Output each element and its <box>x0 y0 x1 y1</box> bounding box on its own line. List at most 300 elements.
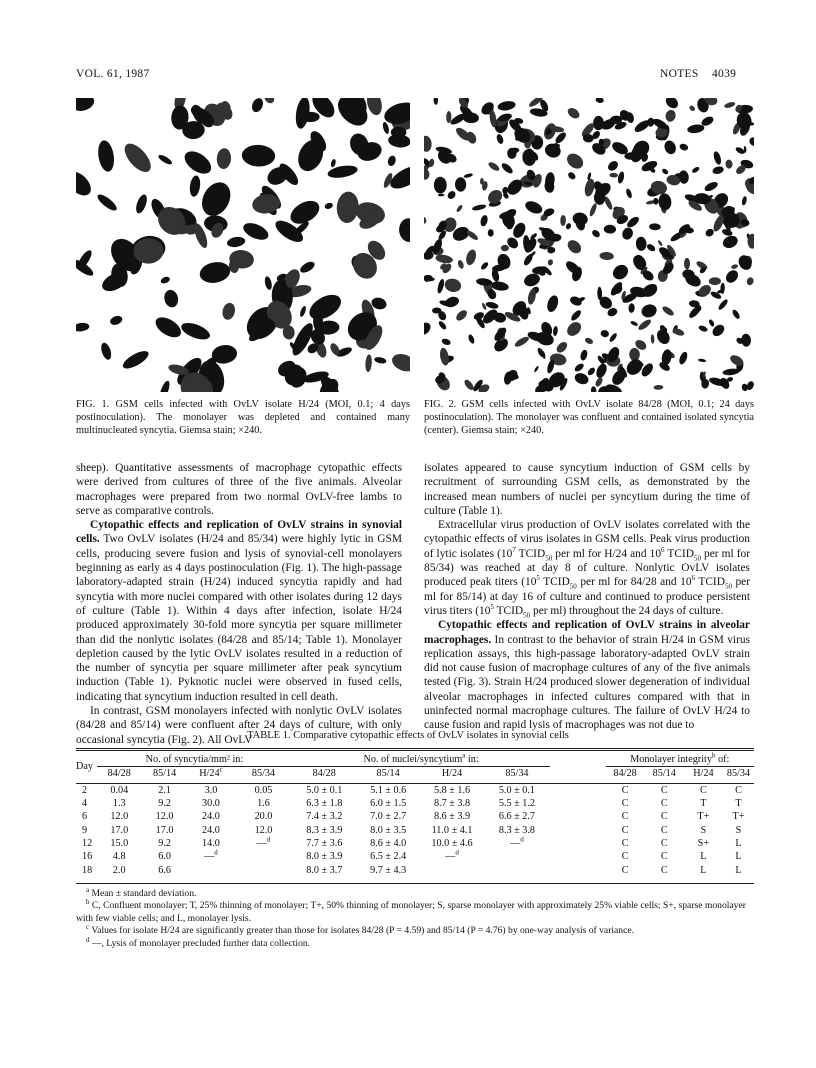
table-cell: C <box>621 864 629 876</box>
cell-blob <box>76 167 95 200</box>
table-row <box>76 863 754 876</box>
table-cell: 4 <box>82 798 88 810</box>
column-header: 84/28 <box>613 768 637 780</box>
table-cell: 7.4 ± 3.2 <box>306 811 343 823</box>
table-cell <box>484 863 550 876</box>
figure-2-caption: FIG. 2. GSM cells infected with OvLV isolate 84/28 (MOI, 0.1; 24 days postinoculation). The monolayer was confluent and contained isolated syncytia (center). Giemsa stain; ×240. <box>424 399 754 437</box>
table-cell: C <box>621 837 629 849</box>
cell-blob <box>96 139 116 173</box>
running-head-section: NOTES <box>660 68 699 80</box>
table-cell: C <box>660 837 668 849</box>
figure-1-image <box>76 98 410 392</box>
cell-blob <box>564 150 586 171</box>
cell-blob <box>335 191 359 224</box>
column-header: 85/14 <box>652 768 676 780</box>
table-cell: 6.6 ± 2.7 <box>498 811 535 823</box>
table-cell: 24.0 <box>202 811 220 823</box>
cell-blob <box>157 153 173 166</box>
running-head-volume: VOL. 61, 1987 <box>76 68 150 80</box>
cell-blob <box>497 100 516 112</box>
cell-blob <box>437 320 447 331</box>
table-cell: C <box>699 784 707 796</box>
table-row <box>76 823 754 836</box>
cell-blob <box>661 168 669 176</box>
cell-blob <box>708 319 715 328</box>
table-cell: C <box>660 798 668 810</box>
table-cell: 6.5 ± 2.4 <box>370 851 407 863</box>
table-cell: 8.0 ± 3.7 <box>306 864 343 876</box>
cell-blob <box>443 277 462 294</box>
table-cell: T+ <box>732 811 745 823</box>
table-cell: —$^d$ <box>445 848 459 863</box>
table-cell: 20.0 <box>254 811 273 823</box>
table-cell: 9 <box>82 824 88 836</box>
cell-blob <box>305 290 345 325</box>
cell-blob <box>398 218 410 243</box>
table-cell: C <box>621 784 629 796</box>
cell-blob <box>545 294 560 313</box>
paragraph: In contrast, GSM monolayers infected with nonlytic OvLV isolates (84/28 and 85/14) were confluent after 24 days of culture, with only occasional syncytia (Fig. 2). All OvLV <box>76 705 402 746</box>
cell-blob <box>196 177 236 220</box>
table-cell: 15.0 <box>110 837 129 849</box>
table-cell: S+ <box>697 837 710 849</box>
column-header: 84/28 <box>107 768 131 780</box>
cell-blob <box>181 147 216 178</box>
cell-blob <box>513 335 530 349</box>
figure-1-micrograph <box>76 98 410 392</box>
cell-blob <box>625 188 633 199</box>
cell-blob <box>241 144 275 167</box>
table-title: TABLE 1. Comparative cytopathic effects of OvLV isolates in synovial cells <box>247 730 569 741</box>
cell-blob <box>446 111 451 123</box>
cell-blob <box>595 98 604 104</box>
paragraph: Extracellular virus production of OvLV isolates correlated with the cytopathic effects of virus isolates in GSM cells. Peak virus production of lytic isolates ($10^7$ $TCID_{50}$ per ml for H/24 and $10^6$ $TCID_{50}$ per ml for 85/34) was reached at day 8 of culture. Nonlytic OvLV isolates produced peak titers ($10^5$ $TCID_{50}$ per ml for 84/28 and $10^6$ $TCID_{50}$ per ml for 85/14) at day 16 of culture and continued to produce persistent virus titers ($10^5$ $TCID_{50}$ per ml) throughout the 24 days of culture. <box>424 519 750 620</box>
cell-blob <box>630 320 639 327</box>
table-cell: 6.0 <box>158 851 171 863</box>
table-row <box>76 810 754 823</box>
table-cell: S <box>700 824 707 836</box>
table-body <box>76 781 754 877</box>
table-cell: L <box>735 837 742 849</box>
cell-blob <box>663 98 680 111</box>
table-top-rule-2 <box>76 750 754 751</box>
table-row <box>76 850 754 863</box>
table-cell: 8.3 ± 3.9 <box>306 824 343 836</box>
table-cell: 17.0 <box>110 824 129 836</box>
cell-blob <box>748 136 754 148</box>
cell-blob <box>640 303 659 320</box>
cell-blob <box>566 106 582 121</box>
cell-blob <box>629 348 640 361</box>
cell-blob <box>564 319 583 338</box>
cell-blob <box>158 380 172 392</box>
table-cell: 24.0 <box>202 824 220 836</box>
footnote: $^d$ —, Lysis of monolayer precluded further data collection. <box>86 935 311 949</box>
table-cell: 14.0 <box>202 837 220 849</box>
cell-blob <box>330 158 337 167</box>
cell-blob <box>198 260 232 286</box>
cell-blob <box>436 278 445 294</box>
table-cell: 6.0 ± 1.5 <box>370 798 407 810</box>
table-cell: S <box>735 824 742 836</box>
table-cell: C <box>660 784 668 796</box>
table-cell <box>420 863 484 876</box>
table-cell: 12.0 <box>110 811 129 823</box>
cell-blob <box>313 308 323 332</box>
table-cell: 17.0 <box>155 824 174 836</box>
cell-blob <box>299 305 307 317</box>
cell-blob <box>95 192 119 213</box>
cell-blob <box>547 259 554 266</box>
cell-blob <box>487 161 501 173</box>
cell-blob <box>599 252 614 261</box>
cell-blob <box>286 276 292 288</box>
table-cell: T <box>700 798 707 810</box>
table-bottom-rule <box>76 883 754 884</box>
cell-blob <box>637 318 653 332</box>
table-cell: 8.6 ± 3.9 <box>433 811 471 823</box>
left-column-text <box>76 461 402 747</box>
table-cell: 5.5 ± 1.2 <box>498 798 535 810</box>
cell-blob <box>382 121 390 134</box>
table-cell: 10.0 ± 4.6 <box>431 837 473 849</box>
group-header-syncytia: No. of syncytia/mm² in: <box>97 753 293 767</box>
cell-blob <box>374 356 387 364</box>
table-cell: —$^d$ <box>256 835 271 849</box>
cell-blob <box>501 245 509 252</box>
cell-blob <box>134 193 149 215</box>
cell-blob <box>653 385 663 390</box>
figure-2-micrograph <box>424 98 754 392</box>
table-cell: 5.1 ± 0.6 <box>370 784 407 796</box>
group-header-nuclei: No. of nuclei/syncytium$^a$ in: <box>292 753 550 767</box>
cell-blob <box>565 237 584 255</box>
cell-blob <box>554 131 568 145</box>
table-cell <box>235 863 293 876</box>
table-cell: 30.0 <box>202 798 220 810</box>
table-cell: 9.7 ± 4.3 <box>370 864 407 876</box>
table-cell: 8.0 ± 3.5 <box>370 824 407 836</box>
cell-blob <box>724 268 741 285</box>
cell-blob <box>115 273 123 279</box>
cell-blob <box>467 334 475 345</box>
table-cell: 1.6 <box>257 798 270 810</box>
cell-blob <box>736 253 754 272</box>
table-top-rule <box>76 748 754 749</box>
cell-blob <box>120 139 156 176</box>
cell-blob <box>567 171 577 181</box>
column-header: 84/28 <box>312 768 336 780</box>
cell-blob <box>446 189 457 200</box>
cell-blob <box>606 159 620 173</box>
paragraph-body: Two OvLV isolates (H/24 and 85/34) were highly lytic in GSM cells, producing severe fusion and lysis of synovial-cell monolayers beginning as early as 4 days postinoculation (Fig. 1). The high-passage laboratory-adapted strain (H/24) induced syncytia rapidly and had syncytia with more nuclei compared with other isolates during 12 days of culture (Table 1). Within 4 days after infection, isolate H/24 produced approximately 30-fold more syncytia per square millimeter than did the nonlytic isolates (84/28 and 85/14; Table 1). Monolayer depletion caused by the lytic OvLV isolates resulted in a reduction of the number of syncytia per square millimeter after peak syncytium induction (Table 1). Pyknotic nuclei were observed in fused cells, indicating that syncytium induction resulted in cell death. <box>76 533 402 703</box>
cell-blob <box>424 135 432 152</box>
cell-blob <box>698 358 707 362</box>
cell-blob <box>424 217 427 224</box>
cell-blob <box>455 177 466 192</box>
table-cell: 2 <box>82 784 88 796</box>
cell-blob <box>653 198 658 205</box>
cell-blob <box>724 101 736 109</box>
cell-blob <box>480 261 490 271</box>
cell-blob <box>179 320 212 343</box>
table-cell: 7.0 ± 2.7 <box>370 811 407 823</box>
table-cell: C <box>621 851 629 863</box>
table-cell: 5.8 ± 1.6 <box>433 784 471 796</box>
table-cell: C <box>660 864 668 876</box>
cell-blob <box>725 159 733 169</box>
paragraph: sheep). Quantitative assessments of macrophage cytopathic effects were derived from cultures of three of the five animals. Alveolar macrophages were prepared from two normal OvLV-free lambs to serve as comparative controls. <box>76 462 402 517</box>
cell-blob <box>298 259 316 274</box>
cell-blob <box>584 337 594 346</box>
cell-blob <box>721 233 740 250</box>
right-column-text <box>424 461 750 733</box>
table-cell: C <box>660 824 668 836</box>
table-cell: 18 <box>82 864 93 876</box>
cell-blob <box>241 220 271 244</box>
figure-1-caption: FIG. 1. GSM cells infected with OvLV isolate H/24 (MOI, 0.1; 4 days postinoculation). The monolayer was depleted and contained many multinucleated syncytia. Giemsa stain; ×240. <box>76 399 410 437</box>
cell-blob <box>264 276 273 291</box>
table-cell: 9.2 <box>158 798 171 810</box>
table-cell: L <box>735 851 742 863</box>
cell-blob <box>555 340 570 355</box>
cell-blob <box>712 150 722 165</box>
table-cell: C <box>660 851 668 863</box>
cell-blob <box>709 277 721 285</box>
cell-blob <box>573 371 590 386</box>
table-cell: 12.0 <box>254 824 273 836</box>
cell-blob <box>731 309 741 321</box>
cell-blob <box>387 155 398 167</box>
cell-blob <box>691 166 700 174</box>
cell-blob <box>463 173 473 179</box>
table-cell: C <box>621 811 629 823</box>
cell-blob <box>594 362 609 379</box>
cell-blob <box>488 229 494 237</box>
section-heading: Cytopathic effects and replication of OvLV strains in synovial cells. <box>76 519 402 546</box>
cell-blob <box>457 259 465 269</box>
cell-blob <box>560 215 566 226</box>
table-cell: 0.04 <box>110 784 129 796</box>
footnote: $^a$ Mean ± standard deviation. <box>86 885 197 899</box>
cell-blob <box>76 98 96 113</box>
cell-blob <box>703 180 719 193</box>
cell-blob <box>441 338 452 346</box>
cell-blob <box>712 165 725 175</box>
table-cell: 8.3 ± 3.8 <box>498 824 535 836</box>
cell-blob <box>424 320 433 337</box>
table-cell: L <box>735 864 742 876</box>
cell-blob <box>479 214 488 227</box>
table-cell <box>484 850 550 863</box>
table-cell: 11.0 ± 4.1 <box>431 824 473 836</box>
cell-blob <box>591 228 602 238</box>
cell-blob <box>565 222 572 230</box>
cell-blob <box>500 161 514 175</box>
cell-blob <box>76 322 90 333</box>
cell-blob <box>485 301 499 310</box>
cell-blob <box>594 376 604 388</box>
table-cell: T+ <box>697 811 710 823</box>
table-cell: 9.2 <box>158 837 171 849</box>
column-header: 85/34 <box>726 768 751 780</box>
paragraph: isolates appeared to cause syncytium induction of GSM cells by recruitment of surrounding GSM cells, as demonstrated by the increased mean numbers of nuclei per syncytium during the time of culture (Table 1). <box>424 462 750 517</box>
cell-blob <box>579 349 588 361</box>
cell-blob <box>365 354 373 372</box>
table-cell: 12.0 <box>155 811 174 823</box>
cell-blob <box>604 225 617 234</box>
cell-blob <box>387 133 410 148</box>
cell-blob <box>678 351 689 366</box>
table-cell: C <box>735 784 742 796</box>
cell-blob <box>679 143 690 152</box>
table-cell: 6.6 <box>158 864 171 876</box>
cell-blob <box>661 305 675 317</box>
cell-blob <box>523 199 544 216</box>
cell-blob <box>456 204 464 213</box>
cell-blob <box>635 236 647 251</box>
table-cell <box>235 850 293 863</box>
table-row <box>76 837 754 850</box>
table-cell: 6.3 ± 1.8 <box>306 798 343 810</box>
cell-blob <box>109 314 124 326</box>
cell-blob <box>591 386 597 392</box>
table-cell: C <box>621 798 629 810</box>
cell-blob <box>687 123 705 134</box>
figure-2-image <box>424 98 754 392</box>
cell-blob <box>263 98 277 105</box>
table-cell: T <box>735 798 742 810</box>
table-cell: —$^d$ <box>204 848 218 863</box>
column-header: H/24$^c$ <box>199 766 223 780</box>
cell-blob <box>389 351 410 375</box>
cell-blob <box>609 173 618 178</box>
cell-blob <box>506 221 513 230</box>
cell-blob <box>120 348 151 372</box>
cell-blob <box>741 196 747 206</box>
cell-blob <box>433 98 438 105</box>
cell-blob <box>698 324 709 332</box>
cell-blob <box>583 178 596 198</box>
cell-blob <box>688 105 696 113</box>
cell-blob <box>651 334 655 344</box>
table-cell: C <box>660 811 668 823</box>
section-heading: Cytopathic effects and replication of OvLV strains in alveolar macrophages. <box>424 619 750 646</box>
table-cell: 1.3 <box>112 798 126 810</box>
column-header: 85/14 <box>376 768 400 780</box>
cell-blob <box>324 202 334 210</box>
footnote: $^b$ C, Confluent monolayer; T, 25% thinning of monolayer; T+, 50% thinning of monolayer; S, sparse monolayer with approximately 25% viable cells; S+, sparse monolayer with few viable cells; and L, monolayer lysis. <box>76 898 746 924</box>
cell-blob <box>438 194 445 197</box>
cell-blob <box>746 277 754 287</box>
group-header-integrity: Monolayer integrity$^b$ of: <box>606 753 754 767</box>
table-cell: 4.8 <box>112 851 126 863</box>
cell-blob <box>608 332 618 343</box>
table-cell: 12 <box>82 837 93 849</box>
paragraph <box>424 618 750 732</box>
table-cell: 16 <box>82 851 93 863</box>
column-header: 85/34 <box>505 768 529 780</box>
table-cell: 7.7 ± 3.6 <box>306 837 343 849</box>
cell-blob <box>600 329 610 338</box>
cell-blob <box>454 308 469 322</box>
table-cell: 2.1 <box>158 784 171 796</box>
cell-blob <box>533 365 539 372</box>
cell-blob <box>216 148 232 170</box>
cell-blob <box>226 236 246 249</box>
column-header: H/24 <box>693 768 714 780</box>
table-cell: 8.7 ± 3.8 <box>433 798 471 810</box>
cell-blob <box>610 262 631 282</box>
cell-blob <box>664 109 677 123</box>
cell-blob <box>553 326 559 336</box>
cell-blob <box>439 347 450 366</box>
cell-blob <box>620 226 634 241</box>
page-number: 4039 <box>712 68 737 80</box>
table-cell: 2.0 <box>112 864 126 876</box>
cell-blob <box>365 98 385 117</box>
paragraph <box>76 518 402 704</box>
cell-blob <box>160 275 171 284</box>
cell-blob <box>684 258 690 270</box>
column-header: 85/34 <box>251 768 276 780</box>
cell-blob <box>731 264 739 270</box>
table-cell <box>187 863 234 876</box>
table-cell: 8.0 ± 3.9 <box>306 851 343 863</box>
cell-blob <box>189 175 202 198</box>
table-cell: C <box>621 824 629 836</box>
cell-blob <box>570 309 583 323</box>
cell-blob <box>658 193 673 211</box>
cell-blob <box>617 171 625 184</box>
cell-blob <box>535 330 556 348</box>
table-cell: 5.0 ± 0.1 <box>498 784 535 796</box>
cell-blob <box>99 341 113 360</box>
table-cell: 0.05 <box>254 784 273 796</box>
column-header: H/24 <box>441 768 463 780</box>
table-footnotes <box>76 885 754 950</box>
cell-blob <box>586 366 596 376</box>
cell-blob <box>152 313 184 341</box>
table-cell: L <box>700 851 707 863</box>
data-table <box>76 753 754 877</box>
column-header: 85/14 <box>152 768 177 780</box>
cell-blob <box>221 301 237 321</box>
cell-blob <box>495 133 504 145</box>
footnote: $^c$ Values for isolate H/24 are significantly greater than those for isolates 84/28 (P = 4.59) and 85/14 (P = 4.76) by one-way analysis of variance. <box>86 923 635 937</box>
cell-blob <box>657 240 663 247</box>
table-cell: 3.0 <box>204 784 218 796</box>
cell-blob <box>663 139 678 156</box>
cell-blob <box>472 203 487 211</box>
paragraph-body: In contrast to the behavior of strain H/24 in GSM virus replication assays, this high-passage laboratory-adapted OvLV strain did not cause fusion of macrophage cultures of any of the five animals tested (Fig. 3). Strain H/24 produced slower degeneration of individual alveolar macrophages in infected cultures compared with that in uninfected normal macrophage cultures. The failure of OvLV H/24 to cause fusion and rapid lysis of macrophages was not due to <box>424 633 750 732</box>
table-cell: 5.0 ± 0.1 <box>306 784 343 796</box>
table-cell: 6 <box>82 811 88 823</box>
cell-blob <box>588 203 598 218</box>
cell-blob <box>573 362 585 373</box>
cell-blob <box>717 298 729 311</box>
table-cell: L <box>700 864 707 876</box>
table-cell: 8.6 ± 4.0 <box>370 837 407 849</box>
cell-blob <box>646 243 657 253</box>
table-header-rule <box>76 783 754 784</box>
table-cell: —$^d$ <box>510 835 524 849</box>
cell-blob <box>628 303 635 313</box>
cell-blob <box>163 288 180 308</box>
cell-blob <box>649 223 661 230</box>
cell-blob <box>434 176 447 193</box>
table-row <box>76 797 754 810</box>
